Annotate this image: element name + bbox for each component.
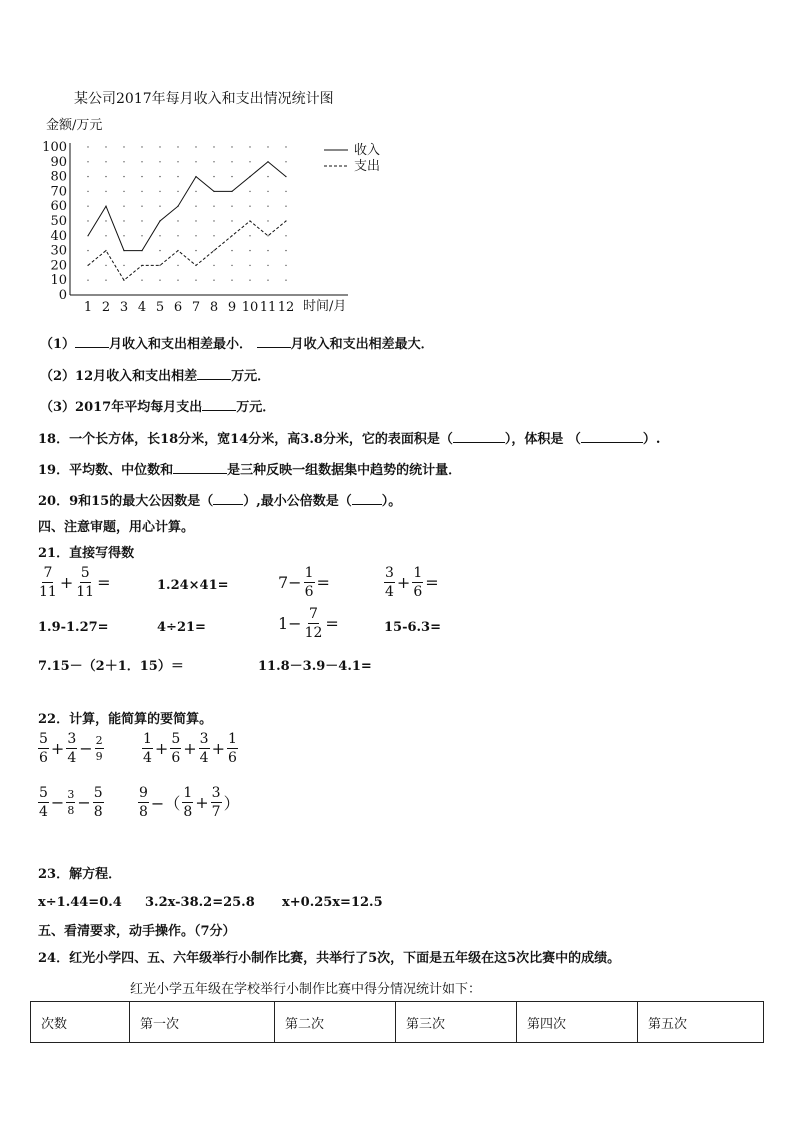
grid-dot [177, 176, 178, 177]
grid-dot [285, 191, 286, 192]
grid-dot [249, 265, 250, 266]
q17-part3-prefix: （3）2017年平均每月支出 [40, 400, 203, 415]
grid-dot [159, 206, 160, 207]
answer-blank[interactable] [257, 347, 291, 348]
grid-dot [195, 220, 196, 221]
grid-dot [213, 280, 214, 281]
q17-part2-end: 万元． [231, 369, 271, 384]
line-chart [30, 110, 430, 325]
q21-expr-7: 1− $\frac{7}{12}$ = [278, 606, 339, 641]
grid-dot [267, 250, 268, 251]
score-table [30, 1001, 764, 1043]
grid-dot [195, 206, 196, 207]
grid-dot [195, 191, 196, 192]
q23-equation-3: x+0.25x=12.5 [282, 895, 383, 910]
fraction: $\frac{1}{6}$ [304, 565, 314, 600]
fraction: $\frac{1}{6}$ [413, 565, 423, 600]
grid-dot [87, 250, 88, 251]
grid-dot [267, 206, 268, 207]
grid-dot [123, 191, 124, 192]
grid-dot [177, 191, 178, 192]
grid-dot [267, 280, 268, 281]
grid-dot [285, 265, 286, 266]
grid-dot [249, 161, 250, 162]
grid-dot [159, 176, 160, 177]
x-tick-label: 4 [137, 300, 147, 315]
q22-expr-1: $\frac{5}{6}$ + $\frac{3}{4}$ − $\frac{2}{9}$ [39, 731, 103, 766]
y-tick-label: 0 [58, 288, 67, 303]
q17-part2 [40, 365, 270, 384]
grid-dot [195, 161, 196, 162]
q23-equation-2: 3.2x-38.2=25.8 [145, 895, 255, 910]
grid-dot [177, 280, 178, 281]
y-tick-label: 30 [50, 243, 67, 259]
table-header-cell: 第五次 [638, 1002, 764, 1043]
question-18 [38, 428, 660, 447]
legend-income-label: 收入 [354, 143, 381, 158]
grid-dot [177, 235, 178, 236]
grid-dot [87, 191, 88, 192]
q21-expr-1: $\frac{7}{11}$ + $\frac{5}{11}$ = [39, 565, 111, 600]
answer-blank[interactable] [75, 347, 109, 348]
q17-part3 [40, 396, 275, 415]
q17-part1-mid: 月收入和支出相差最小． [109, 337, 253, 352]
grid-dot [213, 176, 214, 177]
grid-dot [231, 161, 232, 162]
grid-dot [141, 146, 142, 147]
grid-dot [105, 220, 106, 221]
grid-dot [267, 265, 268, 266]
grid-dot [87, 176, 88, 177]
x-tick-label: 9 [227, 300, 237, 315]
y-tick-label: 80 [50, 169, 67, 185]
q19-text-b: 是三种反映一组数据集中趋势的统计量． [227, 463, 462, 478]
grid-dot [285, 250, 286, 251]
grid-dot [159, 191, 160, 192]
grid-dot [195, 146, 196, 147]
answer-blank[interactable] [202, 410, 236, 411]
grid-dot [249, 280, 250, 281]
x-tick-label: 10 [241, 300, 259, 315]
grid-dot [267, 191, 268, 192]
q20-text-a: 20．9和15的最大公因数是（ [38, 494, 214, 509]
grid-dot [285, 235, 286, 236]
q23-equation-1: x÷1.44=0.4 [38, 895, 122, 910]
grid-dot [231, 206, 232, 207]
grid-dot [213, 161, 214, 162]
x-tick-label: 12 [277, 300, 295, 315]
table-title: 红光小学五年级在学校举行小制作比赛中得分情况统计如下： [130, 982, 482, 997]
x-tick-label: 3 [119, 300, 129, 315]
grid-dot [123, 265, 124, 266]
question-20 [38, 490, 401, 509]
grid-dot [249, 235, 250, 236]
grid-dot [105, 280, 106, 281]
grid-dot [213, 250, 214, 251]
x-tick-label: 5 [155, 300, 165, 315]
answer-blank[interactable] [352, 504, 382, 505]
grid-dot [105, 235, 106, 236]
grid-dot [231, 220, 232, 221]
q22-expr-2: $\frac{1}{4}$ + $\frac{5}{6}$ + $\frac{3}{4}$ + $\frac{1}{6}$ [143, 731, 237, 766]
grid-dot [195, 280, 196, 281]
q21-expr-8: 15-6.3= [384, 620, 441, 635]
q18-text-a: 18．一个长方体，长18分米，宽14分米，高3.8分米，它的表面积是（ [38, 432, 453, 447]
y-tick-label: 10 [50, 273, 67, 289]
grid-dot [105, 265, 106, 266]
grid-dot [267, 146, 268, 147]
fraction: $\frac{3}{4}$ [385, 565, 394, 600]
grid-dot [159, 161, 160, 162]
grid-dot [105, 146, 106, 147]
grid-dot [141, 235, 142, 236]
x-tick-label: 6 [173, 300, 183, 315]
grid-dot [141, 176, 142, 177]
table-header-cell: 第一次 [130, 1002, 275, 1043]
section-4-heading: 四、注意审题，用心计算。 [38, 520, 195, 535]
q21-expr-3: 7− $\frac{1}{6}$ = [278, 565, 330, 600]
grid-dot [195, 250, 196, 251]
y-tick-label: 40 [50, 228, 67, 244]
grid-dot [141, 191, 142, 192]
q20-text-b: ）,最小公倍数是（ [243, 494, 352, 509]
question-23-title: 23．解方程． [38, 867, 122, 882]
q21-expr-10: 11.8－3.9－4.1= [258, 659, 372, 674]
q17-part1-prefix: （1） [40, 337, 76, 352]
grid-dot [123, 161, 124, 162]
x-tick-label: 7 [191, 300, 201, 315]
grid-dot [213, 220, 214, 221]
x-tick-label: 11 [259, 300, 277, 315]
grid-dot [213, 235, 214, 236]
grid-dot [249, 191, 250, 192]
question-21-title: 21．直接写得数 [38, 546, 135, 561]
section-5-heading: 五、看清要求，动手操作。（7分） [38, 924, 236, 939]
fraction: $\frac{5}{11}$ [76, 565, 95, 600]
grid-dot [105, 191, 106, 192]
grid-dot [213, 206, 214, 207]
grid-dot [177, 220, 178, 221]
y-tick-label: 70 [50, 184, 67, 200]
q21-expr-5: 1.9-1.27= [38, 620, 109, 635]
q22-expr-3: $\frac{5}{4}$ − $\frac{3}{8}$ − $\frac{5}{8}$ [39, 785, 103, 820]
q21-expr-9: 7.15－（2＋1．15）＝ [38, 659, 184, 674]
grid-dot [159, 280, 160, 281]
grid-dot [249, 206, 250, 207]
grid-dot [141, 161, 142, 162]
q17-part1 [40, 333, 434, 352]
grid-dot [141, 280, 142, 281]
q17-part2-prefix: （2）12月收入和支出相差 [40, 369, 198, 384]
x-tick-label: 2 [101, 300, 111, 315]
expense-series-line [88, 221, 286, 280]
grid-dot [141, 206, 142, 207]
grid-dot [285, 146, 286, 147]
grid-dot [249, 250, 250, 251]
answer-blank[interactable] [581, 442, 643, 443]
q18-text-c: ）. [642, 432, 661, 447]
grid-dot [231, 250, 232, 251]
y-tick-label: 60 [50, 199, 67, 215]
question-24: 24．红光小学四、五、六年级举行小制作比赛，共举行了5次，下面是五年级在这5次比赛中的成绩。 [38, 951, 621, 966]
x-tick-label: 1 [83, 300, 93, 315]
y-tick-label: 50 [50, 214, 67, 229]
grid-dot [267, 235, 268, 236]
grid-dot [87, 146, 88, 147]
table-row [31, 1002, 764, 1043]
grid-dot [177, 161, 178, 162]
grid-dot [285, 161, 286, 162]
grid-dot [87, 220, 88, 221]
grid-dot [213, 146, 214, 147]
grid-dot [123, 176, 124, 177]
grid-dot [267, 220, 268, 221]
grid-dot [159, 265, 160, 266]
legend-expense-label: 支出 [354, 159, 381, 174]
grid-dot [123, 235, 124, 236]
table-header-cell: 第三次 [396, 1002, 517, 1043]
grid-dot [231, 280, 232, 281]
table-header-cell: 第二次 [275, 1002, 396, 1043]
question-22-title: 22．计算，能简算的要简算。 [38, 712, 213, 727]
answer-blank[interactable] [197, 379, 231, 380]
grid-dot [231, 176, 232, 177]
chart-title: 某公司2017年每月收入和支出情况统计图 [74, 91, 334, 107]
q17-part3-end: 万元． [236, 400, 276, 415]
income-series-line [88, 162, 286, 251]
grid-dot [195, 235, 196, 236]
grid-dot [267, 176, 268, 177]
grid-dot [87, 206, 88, 207]
grid-dot [87, 280, 88, 281]
answer-blank[interactable] [173, 473, 227, 474]
grid-dot [231, 265, 232, 266]
grid-dot [123, 146, 124, 147]
grid-dot [123, 220, 124, 221]
grid-dot [105, 161, 106, 162]
grid-dot [285, 280, 286, 281]
grid-dot [159, 250, 160, 251]
grid-dot [87, 161, 88, 162]
grid-dot [123, 206, 124, 207]
q19-text-a: 19．平均数、中位数和 [38, 463, 174, 478]
grid-dot [231, 146, 232, 147]
table-header-cell: 第四次 [517, 1002, 638, 1043]
q21-expr-4: $\frac{3}{4}$ + $\frac{1}{6}$ = [385, 565, 439, 600]
grid-dot [213, 265, 214, 266]
grid-dot [249, 146, 250, 147]
fraction: $\frac{7}{12}$ [304, 606, 323, 641]
y-tick-label: 20 [50, 258, 67, 274]
grid-dot [159, 235, 160, 236]
answer-blank[interactable] [453, 442, 505, 443]
fraction: $\frac{7}{11}$ [39, 565, 57, 600]
q20-text-c: ）。 [381, 494, 402, 509]
chart-xlabel: 时间/月 [303, 299, 347, 314]
x-tick-label: 8 [209, 300, 219, 315]
y-tick-label: 90 [50, 154, 67, 170]
q21-expr-6: 4÷21= [157, 620, 206, 635]
q17-part1-end: 月收入和支出相差最大． [290, 337, 434, 352]
y-tick-label: 100 [42, 140, 67, 155]
q21-expr-2: 1.24×41= [157, 578, 229, 593]
chart-ylabel: 金额/万元 [46, 118, 103, 133]
question-19 [38, 459, 461, 478]
grid-dot [159, 146, 160, 147]
grid-dot [285, 206, 286, 207]
grid-dot [105, 176, 106, 177]
q22-expr-4: $\frac{9}{8}$ −（ $\frac{1}{8}$ + $\frac{3}{7}$ ） [139, 785, 240, 820]
answer-blank[interactable] [213, 504, 243, 505]
table-header-cell: 次数 [31, 1002, 130, 1043]
q18-text-b: ），体积是 （ [504, 432, 581, 447]
grid-dot [141, 220, 142, 221]
grid-dot [177, 146, 178, 147]
grid-dot [177, 265, 178, 266]
